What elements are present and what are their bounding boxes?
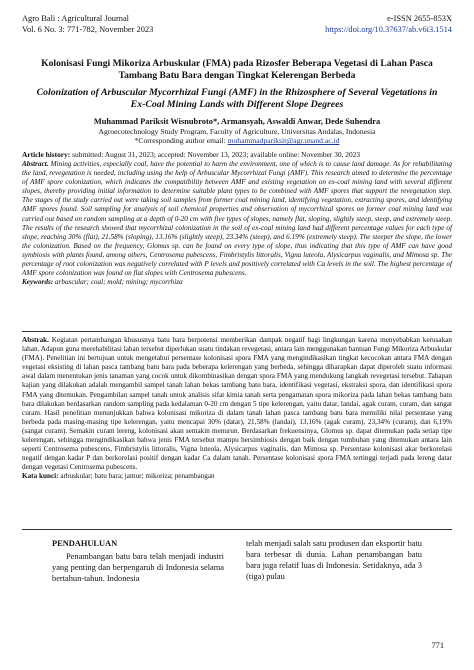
correspondence-label: *Corresponding author email:	[134, 136, 228, 146]
intro-paragraph-left: Penambangan batu bara telah menjadi industri yang penting dan berpengaruh di Indonesia selama bertahun-tahun. Indonesia	[52, 552, 224, 583]
correspondence-email[interactable]: muhammadpariksit@agr.unand.ac.id	[227, 136, 340, 146]
divider-bottom	[22, 529, 452, 530]
column-left	[52, 538, 224, 584]
history-dates: submitted: August 31, 2023; accepted: November 13, 2023; available online: November 30, 2023	[70, 150, 361, 159]
keywords-id-label: Kata kunci:	[22, 472, 59, 481]
abstract-id-label: Abstrak.	[22, 336, 49, 344]
title-english: Colonization of Arbuscular Mycorrhizal Fungi (AMF) in the Rhizosphere of Several Vegetations in Ex-Coal Mining Lands with Different Slope Degrees	[36, 87, 438, 110]
abstract-indonesian	[22, 336, 452, 482]
abstract-en-label: Abstract.	[22, 160, 49, 168]
page-number: 771	[431, 641, 444, 650]
history-label: Article history:	[22, 150, 71, 159]
authors: Muhammad Pariksit Wisnubroto*, Armansyah, Aswaldi Anwar, Dede Suhendra	[93, 117, 381, 126]
intro-paragraph-right: telah menjadi salah satu produsen dan eksportir batu bara terbesar di dunia. Lahan penambangan batu bara juga relatif luas di Indonesia. Setidaknya, ada 3 (tiga) pulau	[246, 539, 422, 581]
issn: e-ISSN 2655-853X	[387, 14, 452, 23]
column-right	[246, 538, 422, 582]
abstract-en-text: Mining activities, especially coal, have the potential to harm the environment, one of which is to cause land damage. As for rehabilitating the land, revegetation is needed, including using the help of Arbuscular Mycorrhizal Fungi (AMF). This research aimed to determine the percentage of AMF spore colonization, which indicates the compatibility between AMF and existing vegetation on ex-coal mining land with several different slopes, thereby providing initial information to determine suitable plant types to be combined with AMF spores that support the revegetation step. The stages of the study carried out were taking soil samples from former coal mining land, identifying vegetation, extracting spores, and identifying AMF spores found. Soil sampling for analysis of soil chemical properties and observation of mycorrhizal spores on former coal mining land was carried out based on random sampling at a depth of 0-20 cm with five types of slopes, namely flat, sloping, slightly steep, steep, and extremely steep. The results of the research showed that mycorrhizal colonization in the soil of ex-coal mining land had different percentage values for each type of slope, reaching 30% (flat), 21.58% (sloping), 13.16% (slightly steep), 23.34% (steep), and 6.19% (extremely steep). The steeper the slope, the lower the colonization. Based on the frequency, Glomus sp. can be found on every type of slope, thus indicating that this type of AMF can have good symbiosis with plants found, among others, Centrosema pubescens, Fimbristylis littoralis, Vigna luteola, Alysicarpus vaginalis, and Mimosa sp. The percentage of root colonization was negatively correlated with P levels and positively correlated with Ca levels in the soil. The highest percentage of AMF spore colonization was found on flat slopes with Centrosema pubescens.	[22, 160, 452, 278]
correspondence	[20, 136, 454, 145]
doi-link[interactable]: https://doi.org/10.37637/ab.v6i3.1514	[325, 24, 452, 34]
article-history	[22, 150, 452, 159]
divider-top	[22, 331, 452, 332]
keywords-en-label: Keywords:	[22, 278, 54, 287]
title-indonesian: Kolonisasi Fungi Mikoriza Arbuskular (FMA) pada Rizosfer Beberapa Vegetasi di Lahan Pasca Tambang Batu Bara dengan Tingkat Kelerengan Berbeda	[41, 58, 433, 81]
keywords-id-text: arbuskular; batu bara; jamur; mikoriza; penambangan	[58, 472, 215, 481]
keywords-en-text: arbuscular; coal; mold; mining; mycorrhiza	[53, 278, 183, 287]
affiliation: Agroecotechnology Study Program, Faculty of Agriculture, Universitas Andalas, Indonesia	[98, 127, 376, 136]
journal-name: Agro Bali : Agricultural Journal	[22, 14, 129, 23]
section-heading: PENDAHULUAN	[52, 539, 118, 548]
affiliation-block	[20, 127, 454, 145]
abstract-id-text: Kegiatan pertambangan khususnya batu bara berpotensi memberikan dampak negatif bagi lingkungan karena menyebabkan kerusakan lahan. Adapun guna merehabilitasi lahan tersebut diperlukan suatu tindakan revegetasi, antara lain menggunakan bantuan Fungi Mikoriza Arbuskular (FMA). Penelitian ini bertujuan untuk mengetahui persentase kolonisasi spora FMA yang mengindikasikan tingkat kecocokan antara FMA dengan vegetasi eksisting di lahan pasca tambang batu bara pada beberapa kelerengan yang berbeda, sehingga diharapkan dapat diperoleh suatu informasi awal dalam menentukan jenis tanaman yang cocok untuk dikombinasikan dengan spora FMA yang mendukung langkah revegetasi tersebut. Tahapan kajian yang dilakukan adalah mengambil sampel tanah lahan bekas tambang batu bara, identifikasi vegetasi, ekstraksi spora, dan identifikasi spora FMA yang ditemukan. Pengambilan sampel tanah untuk analisis sifat kimia tanah serta pengamatan spora mikoriza pada lahan bekas tambang batu bara dilakukan berdasarkan random sampling pada kedalaman 0-20 cm dengan 5 tipe kelerengan, yaitu datar, landai, agak curam, curam, dan sangat curam. Hasil penelitian menunjukkan bahwa kolonisasi mikoriza di dalam tanah lahan pasca tambang batu bara memiliki nilai persentase yang berbeda pada masing-masing tipe kelerengan, yaitu mencapai 30% (datar), 21,58% (landai), 13,16% (agak curam), 23,34% (curam), dan 6,19% (sangat curam). Semakin curam lereng, kolonisasi akan semakin menurun. Berdasarkan frekuensinya, Glomus sp. dapat ditemukan pada setiap tipe kelerengan, sehingga mengindikasikan bahwa jenis FMA tersebut mampu bersimbiosis dengan baik dengan tumbuhan yang ditemukan antara lain seperti Centrosema pubescens, Fimbristylis littoralis, Vigna luteola, Alysicarpus vaginalis, dan Mimosa sp. Persentase kolonisasi akar berkorelasi negatif dengan kadar P dan berkorelasi positif dengan kadar Ca dalam tanah. Persentase kolonisasi spora FMA tertinggi terjadi pada lereng datar dengan vegetasi Centrosema pubescens.	[22, 336, 452, 472]
journal-volume: Vol. 6 No. 3: 771-782, November 2023	[22, 24, 154, 34]
abstract-english	[22, 160, 452, 287]
